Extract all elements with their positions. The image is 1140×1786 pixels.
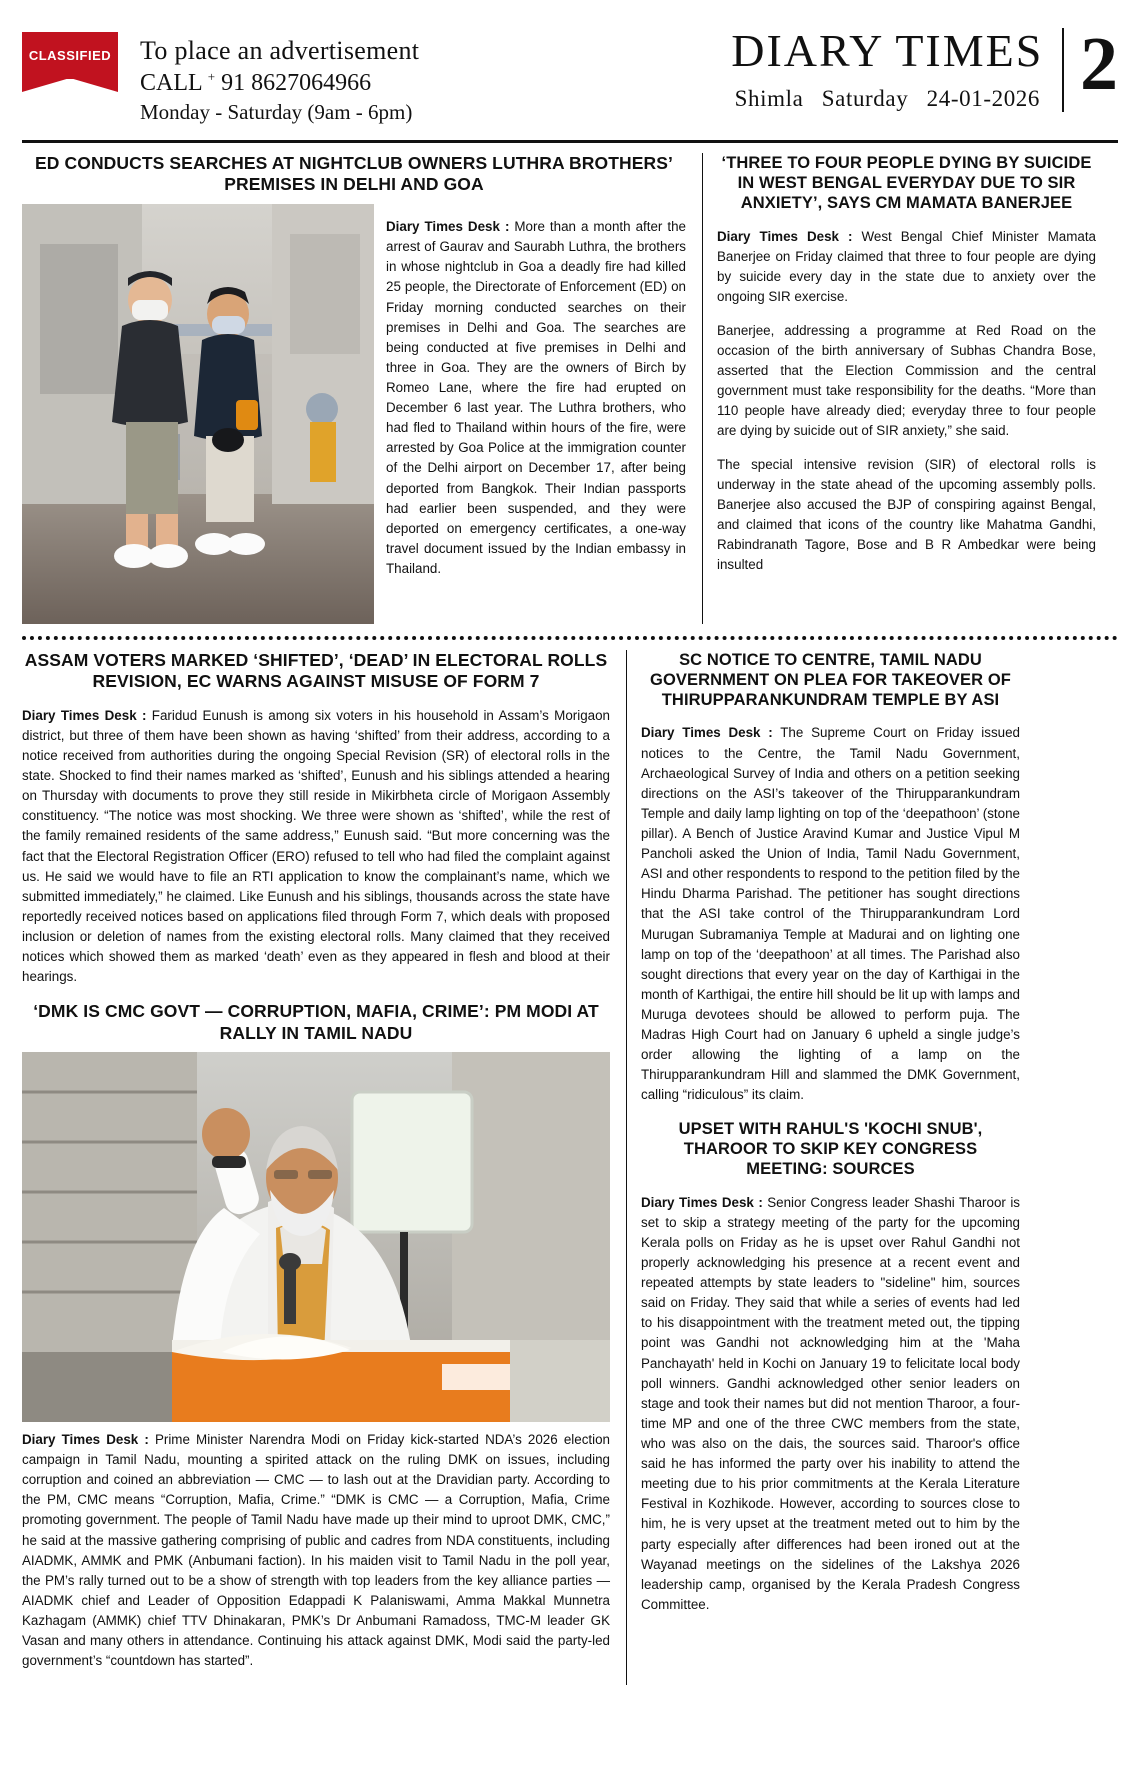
article-headline: ‘DMK IS CMC GOVT — CORRUPTION, MAFIA, CRIME’: PM MODI AT RALLY IN TAMIL NADU [33,1001,599,1043]
article-body-p1 [717,227,1096,307]
article-body-text: Senior Congress leader Shashi Tharoor is set to skip a strategy meeting of the party for the upcoming Kerala polls on Friday as he is upset over Rahul Gandhi not properly acknowledging his presence at a recent event and repeated attempts by state leaders to "sideline" him, sources said on Friday. They said that while a series of events had led to his disappointment with the treatment meted out, the tipping point was Gandhi not acknowledging him at the 'Maha Panchayath' held in Kochi on January 19 to felicitate local body poll winners. Gandhi acknowledged other senior leaders on stage and took their names but did not mention Tharoor, a four-time MP and one of the three CWC members from the state, who was also on the dais, the sources said. Tharoor's office said he has informed the party over his inability to attend the meeting due to his prior commitments at the Kerala Literature Festival in Kozhikode. However, according to sources close to him, he is very upset at the treatment meted out to him by the party especially after differences had been ironed out at the Wayanad meetings on the sidelines of the Lakshya 2026 leadership camp, organised by the Kerala Pradesh Congress Committee. [641,1194,1020,1612]
ad-call-label: CALL [140,70,202,96]
article-dateline: Diary Times Desk : [717,228,853,244]
section-divider [22,636,1118,640]
article-body-text: Faridud Eunush is among six voters in his household in Assam’s Morigaon district, but three of them have been shown as having ‘shifted’ from their address, according to a notice received from authorities during the ongoing Special Revision (SR) of electoral rolls in the state. Shocked to find their names marked as ‘shifted’, Eunush and his siblings attended a hearing on Thursday with documents to prove they still reside in Mikirbheta circle of Morigaon Assembly constituency. “The notice was most shocking. We three were shown as ‘shifted’, while the rest of the family remained residents of the same address,” Eunush said. “But more concerning was the fact that the Electoral Registration Officer (ERO) refused to tell who had filed the complaint against us. He said we would have to file an RTI application to know the complainant’s name, which we submitted immediately,” he claimed. Like Eunush and his siblings, thousands across the state have reportedly received notices based on applications filed through Form 7, which deals with proposed inclusion or deletion of names from the existing electoral rolls. Many claimed that they received notices which showed them as marked ‘death’ even as they appeared in flesh and blood at their hearings. [22,707,610,985]
brand-left [729,25,1064,112]
article-body-text: West Bengal Chief Minister Mamata Banerjee on Friday claimed that three to four people are dying by suicide every day in the state due to anxiety over the ongoing SIR exercise. [717,228,1096,305]
photo-luthra [22,204,374,624]
article-headline: SC NOTICE TO CENTRE, TAMIL NADU GOVERNMENT ON PLEA FOR TAKEOVER OF THIRUPPARANKUNDRAM TEMPLE BY ASI [650,650,1011,709]
article-body-col [386,204,686,624]
article-body [641,1193,1020,1615]
article-dateline: Diary Times Desk : [386,219,510,235]
article-assam [22,650,610,988]
article-body [22,706,610,988]
article-body-text: More than a month after the arrest of Gaurav and Saurabh Luthra, the brothers in whose nightclub in Goa a deadly fire had killed 25 people, the Directorate of Enforcement (ED) on Friday morning conducted searches on their premises in Delhi and Goa. The searches are being conducted at five premises in Delhi and three in Goa. They are the owners of Birch by Romeo Lane, where the fire had erupted on December 6 last year. The Luthra brothers, who had fled to Thailand within hours of the fire, were arrested by Goa Police at the immigration counter of the Delhi airport on December 17, after being deported from Bangkok. Their Indian passports had earlier been suspended, and they were deported on emergency certificates, a one-way travel document issued by the Indian embassy in Thailand. [386,219,686,576]
photo-modi-rally [22,1052,610,1422]
ad-plus-sign: + [207,69,216,84]
article-tharoor [641,1119,1020,1615]
masthead [22,18,1118,136]
article-body [641,723,1020,1105]
paper-title: DIARY TIMES [731,25,1044,76]
ad-phone-line [140,69,419,97]
classified-ribbon-wrap [22,18,122,79]
article-headline: ED CONDUCTS SEARCHES AT NIGHTCLUB OWNERS LUTHRA BROTHERS’ PREMISES IN DELHI AND GOA [35,153,673,195]
article-headline: ‘THREE TO FOUR PEOPLE DYING BY SUICIDE IN WEST BENGAL EVERYDAY DUE TO SIR ANXIETY’, SAYS CM MAMATA BANERJEE [721,154,1092,213]
article-body-text: The Supreme Court on Friday issued notices to the Centre, the Tamil Nadu Government, Archaeological Survey of India and others on a petition seeking directions on the ASI’s takeover of the Thirupparankundram Temple and daily lamp lighting on top of the ‘deepathoon’ (stone pillar). A Bench of Justice Aravind Kumar and Justice Vipul M Pancholi asked the Union of India, Tamil Nadu Government, ASI and other respondents to respond to the petition filed by the Hindu Dharma Parishad. The petitioner has sought directions that the ASI take control of the Thirupparankundram Lord Murugan Subramaniya Temple at Madurai and on lighting one lamp on top of the ‘deepathoon’ at all times. The Parishad also sought directions that every year on the day of Karthigai in the month of Karthigai, the entire hill should be lit up with lamps and Muruga devotees should be allowed to perform puja. The Madras High Court had on January 6 upheld a single judge’s order allowing the lighting of a lamp on the Thirupparankundram Hill and slammed the DMK Government, calling “ridiculous” its claim. [641,725,1020,1103]
article-sc-notice [641,650,1020,1106]
article-dateline: Diary Times Desk : [22,707,147,723]
bottom-left-column [22,650,610,1685]
photo-luthra-wrap [22,204,374,624]
article-dateline: Diary Times Desk : [641,725,773,741]
edition-day: Saturday [821,86,909,111]
article-body [386,217,686,579]
edition-date: 24-01-2026 [926,86,1040,111]
ad-phone-number: 91 8627064966 [221,70,372,96]
ad-headline: To place an advertisement [140,36,420,65]
article-headline: ASSAM VOTERS MARKED ‘SHIFTED’, ‘DEAD’ IN ELECTORAL ROLLS REVISION, EC WARNS AGAINST MISUSE OF FORM 7 [24,649,608,692]
brand-block [729,18,1118,112]
photo-caption [22,1430,610,1671]
page-number: 2 [1080,22,1118,106]
article-ed-searches [22,153,686,624]
article-dateline: Diary Times Desk : [641,1194,763,1210]
article-body-p2: Banerjee, addressing a programme at Red Road on the occasion of the birth anniversary of Subhas Chandra Bose, asserted that the Election Commission and the central government must take responsibility for the deaths. “More than 110 people have already died; everyday three to four people are dying by suicide out of SIR anxiety,” she said. [717,322,1096,439]
article-modi [22,1001,610,1671]
top-row [22,153,1118,624]
masthead-divider [22,140,1118,143]
article-headline: UPSET WITH RAHUL'S 'KOCHI SNUB', THAROOR TO SKIP KEY CONGRESS MEETING: SOURCES [678,1119,983,1179]
article-body-p3: The special intensive revision (SIR) of electoral rolls is underway in the state ahead of the upcoming assembly polls. Banerjee also accused the BJP of conspiring against Bengal, and claimed that icons of the country like Mahatma Gandhi, Rabindranath Tagore, Bose and B R Ambedkar were being insulted [717,456,1096,573]
caption-text: Prime Minister Narendra Modi on Friday kick-started NDA’s 2026 election campaign in Tamil Nadu, mounting a spirited attack on the ruling DMK on issues, including corruption and coined an abbreviation — CMC — to lash out at the Dravidian party. According to the PM, CMC means “Corruption, Mafia, Crime.” “DMK is CMC — a Corruption, Mafia, Crime promoting government. The people of Tamil Nadu have made up their mind to uproot DMK, CMC,” he said at the massive gathering comprising of public and cadres from NDA constituents, including AIADMK, AMMK and PMK (Anbumani faction). In his maiden visit to Tamil Nadu in the poll year, the PM’s rally turned out to be a show of strength with top leaders from the key alliance parties — AIADMK chief and Leader of Opposition Edappadi K Palaniswami, Amma Makkal Munnetra Kazhagam (AMMK) chief TTV Dhinakaran, PMK’s Dr Anbumani Ramadoss, TMC-M leader GK Vasan and many others in attendance. Continuing his attack against DMK, Modi said the party-led government’s “countdown has started”. [22,1431,610,1669]
edition-line [729,86,1046,112]
ad-hours: Monday - Saturday (9am - 6pm) [140,100,413,124]
classified-badge: CLASSIFIED [22,32,118,79]
article-dateline: Diary Times Desk : [22,1431,149,1447]
edition-city: Shimla [734,86,804,111]
article-mamata [702,153,1096,624]
bottom-right-column [626,650,1020,1685]
advertisement-block [122,18,419,125]
bottom-row [22,650,1118,1685]
